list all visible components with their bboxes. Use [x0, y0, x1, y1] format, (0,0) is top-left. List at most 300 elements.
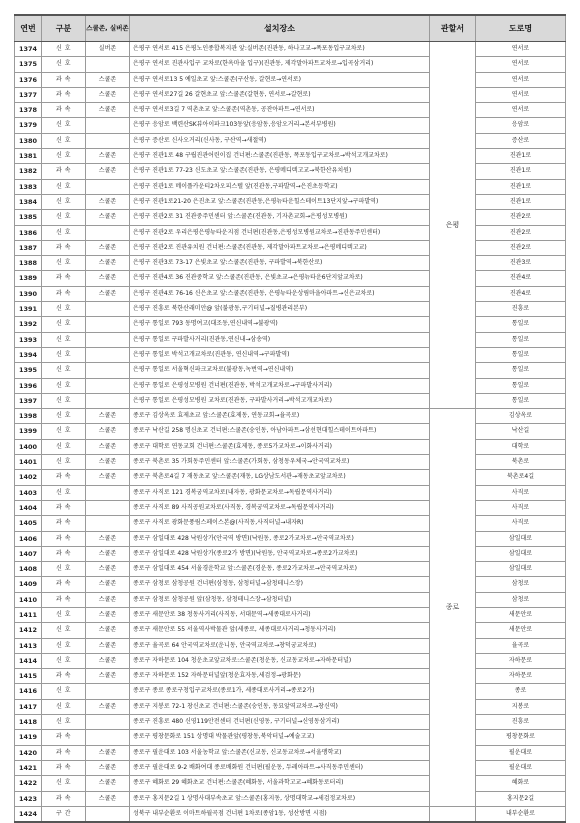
row-number: 1388 [15, 256, 42, 271]
road-name: 진관1로 [476, 179, 566, 194]
table-row [15, 332, 566, 347]
enforcement-type: 신 호 [42, 179, 86, 194]
row-number: 1418 [15, 715, 42, 730]
install-location: 은평구 진관1로 77-23 신도초교 앞:스쿨존(진관동, 은평메디텍고교→북한산유치원) [130, 164, 430, 179]
install-location: 종로구 사직로 89 사직공원교차로(사직동, 경복궁역교차로→독립문역사거리) [130, 500, 430, 515]
install-location: 은평구 진관1로 메이플카운티2차오피스텔 앞(진관동,구파발역→은진초등학교) [130, 179, 430, 194]
enforcement-type: 신 호 [42, 256, 86, 271]
road-name: 진관4로 [476, 286, 566, 301]
zone-type: 스쿨존 [86, 531, 130, 546]
row-number: 1381 [15, 149, 42, 164]
row-number: 1417 [15, 699, 42, 714]
zone-type [86, 393, 130, 408]
install-location: 은평구 진관2로 우리은평은평뉴타운지점 건너편(진관동,은평성모병원교차로→진관동주민센터) [130, 225, 430, 240]
enforcement-type: 신 호 [42, 42, 86, 57]
enforcement-type: 과 속 [42, 577, 86, 592]
enforcement-type: 과 속 [42, 500, 86, 515]
road-name: 사직로 [476, 485, 566, 500]
road-name: 증산로 [476, 133, 566, 148]
table-row [15, 302, 566, 317]
enforcement-type: 신 호 [42, 133, 86, 148]
install-location: 종로구 홍지문2길 1 상명사대부속초교 앞:스쿨존(홍지동, 상명대학교→세검정교차로) [130, 791, 430, 806]
zone-type [86, 684, 130, 699]
enforcement-type: 신 호 [42, 439, 86, 454]
header-agency: 관할서 [430, 15, 476, 42]
zone-type: 스쿨존 [86, 638, 130, 653]
table-body [15, 42, 566, 823]
table-row [15, 164, 566, 179]
row-number: 1391 [15, 302, 42, 317]
zone-type: 스쿨존 [86, 699, 130, 714]
road-name: 연서로 [476, 87, 566, 102]
install-location: 은평구 진관1로21-20 은진초교 앞:스쿨존(진관동,은평뉴타운힐스테이트13단지앞→구파발역) [130, 194, 430, 209]
install-location: 종로구 북촌로 35 가회동주민센터 앞:스쿨존(가회동, 삼청동우체국→안국역교차로) [130, 455, 430, 470]
table-row [15, 271, 566, 286]
row-number: 1416 [15, 684, 42, 699]
row-number: 1396 [15, 378, 42, 393]
table-row [15, 317, 566, 332]
enforcement-type: 과 속 [42, 271, 86, 286]
enforcement-type: 과 속 [42, 791, 86, 806]
enforcement-type: 신 호 [42, 332, 86, 347]
header-road: 도로명 [476, 15, 566, 42]
zone-type: 스쿨존 [86, 546, 130, 561]
enforcement-type: 신 호 [42, 776, 86, 791]
install-location: 종로구 새문안로 55 서울역사박물관 앞(세종로, 세종대로사거리→청동사거리) [130, 623, 430, 638]
road-name: 종로 [476, 684, 566, 699]
zone-type [86, 363, 130, 378]
enforcement-type: 과 속 [42, 103, 86, 118]
enforcement-type: 신 호 [42, 149, 86, 164]
table-row [15, 133, 566, 148]
table-row [15, 470, 566, 485]
road-name: 삼일대로 [476, 562, 566, 577]
row-number: 1380 [15, 133, 42, 148]
row-number: 1382 [15, 164, 42, 179]
table-row [15, 424, 566, 439]
road-name: 대학로 [476, 439, 566, 454]
zone-type: 스쿨존 [86, 210, 130, 225]
table-row [15, 653, 566, 668]
road-name: 연서로 [476, 42, 566, 57]
row-number: 1378 [15, 103, 42, 118]
zone-type: 스쿨존 [86, 439, 130, 454]
table-row [15, 760, 566, 775]
enforcement-type: 구 간 [42, 806, 86, 822]
table-row [15, 577, 566, 592]
row-number: 1375 [15, 57, 42, 72]
zone-type [86, 317, 130, 332]
enforcement-camera-table [14, 14, 566, 823]
table-row [15, 439, 566, 454]
road-name: 새문안로 [476, 607, 566, 622]
enforcement-type: 신 호 [42, 57, 86, 72]
table-row [15, 256, 566, 271]
enforcement-type: 신 호 [42, 317, 86, 332]
row-number: 1389 [15, 271, 42, 286]
road-name: 통일로 [476, 363, 566, 378]
table-row [15, 485, 566, 500]
install-location: 종로구 필운대로 9-2 배화여대 종로배화원 건너편(필운동, 두레아파트→사직동주민센터) [130, 760, 430, 775]
table-row [15, 225, 566, 240]
install-location: 은평구 통일로 은평성모병원 건너편(진관동, 박석고개교차로→구파발사거리) [130, 378, 430, 393]
enforcement-type: 신 호 [42, 699, 86, 714]
enforcement-type: 신 호 [42, 409, 86, 424]
road-name: 낙산길 [476, 424, 566, 439]
enforcement-type: 신 호 [42, 638, 86, 653]
zone-type: 스쿨존 [86, 72, 130, 87]
row-number: 1419 [15, 730, 42, 745]
row-number: 1383 [15, 179, 42, 194]
road-name: 지봉로 [476, 699, 566, 714]
install-location: 종로구 지봉로 72-1 창신초교 건너편:스쿨존(숭인동, 동묘앞역교차로→창신역) [130, 699, 430, 714]
zone-type: 스쿨존 [86, 409, 130, 424]
row-number: 1409 [15, 577, 42, 592]
road-name: 홍지문2길 [476, 791, 566, 806]
enforcement-type: 신 호 [42, 623, 86, 638]
enforcement-type: 신 호 [42, 715, 86, 730]
enforcement-type: 과 속 [42, 592, 86, 607]
zone-type: 스쿨존 [86, 791, 130, 806]
table-row [15, 393, 566, 408]
zone-type: 스쿨존 [86, 776, 130, 791]
zone-type [86, 806, 130, 822]
row-number: 1384 [15, 194, 42, 209]
row-number: 1377 [15, 87, 42, 102]
road-name: 진관2로 [476, 240, 566, 255]
row-number: 1420 [15, 745, 42, 760]
row-number: 1399 [15, 424, 42, 439]
table-row [15, 455, 566, 470]
install-location: 은평구 증산로 신사오거리(신사동, 구산역→새절역) [130, 133, 430, 148]
install-location: 종로구 북촌로4길 7 재동초교 앞:스쿨존(재동, LG상남도서관→재동초교앞교차로) [130, 470, 430, 485]
road-name: 통일로 [476, 332, 566, 347]
install-location: 은평구 연서로27길 26 갈현초교 앞:스쿨존(갈현동, 연서로→갈현로) [130, 87, 430, 102]
table-row [15, 516, 566, 531]
install-location: 종로구 진흥로 480 신영119안전센터 건너편(신영동, 구기터널→신영동삼거리) [130, 715, 430, 730]
table-row [15, 699, 566, 714]
table-row [15, 72, 566, 87]
install-location: 종로구 새문안로 38 청동사거리(사직동, 서대문역→세종대로사거리) [130, 607, 430, 622]
enforcement-type: 신 호 [42, 347, 86, 362]
install-location: 종로구 삼일대로 454 서울경운학교 앞:스쿨존(경운동, 종로2가교차로→안국역교차로) [130, 562, 430, 577]
enforcement-type: 과 속 [42, 240, 86, 255]
zone-type: 스쿨존 [86, 623, 130, 638]
table-row [15, 118, 566, 133]
header-location: 설치장소 [130, 15, 430, 42]
road-name: 삼청로 [476, 577, 566, 592]
table-row [15, 806, 566, 822]
road-name: 삼청로 [476, 592, 566, 607]
table-row [15, 240, 566, 255]
row-number: 1394 [15, 347, 42, 362]
table-row [15, 745, 566, 760]
zone-type: 스쿨존 [86, 745, 130, 760]
install-location: 종로구 평창문화로 151 상명대 박물관앞(평창동,북악터널→예술고교) [130, 730, 430, 745]
row-number: 1402 [15, 470, 42, 485]
install-location: 종로구 대학로 연동교회 건너편:스쿨존(효제동, 종로5가교차로→이화사거리) [130, 439, 430, 454]
enforcement-type: 과 속 [42, 745, 86, 760]
row-number: 1387 [15, 240, 42, 255]
row-number: 1386 [15, 225, 42, 240]
road-name: 자하문로 [476, 653, 566, 668]
row-number: 1412 [15, 623, 42, 638]
install-location: 은평구 통일로 은평성모병원 교차로(진관동, 구파발사거리→박석고개교차로) [130, 393, 430, 408]
install-location: 은평구 진관4로 36 진관중학교 앞:스쿨존(진관동, 은빛초교→은평뉴타운6단지앞교차로) [130, 271, 430, 286]
install-location: 은평구 통일로 793 동명여고(대조동,연신내역→불광역) [130, 317, 430, 332]
enforcement-type: 신 호 [42, 118, 86, 133]
install-location: 종로구 사직로 광화문풍림스페이스본@(사직동,사직터널→내자R) [130, 516, 430, 531]
zone-type: 스쿨존 [86, 607, 130, 622]
road-name: 김상옥로 [476, 409, 566, 424]
enforcement-type: 신 호 [42, 210, 86, 225]
enforcement-type: 신 호 [42, 302, 86, 317]
road-name: 자하문로 [476, 669, 566, 684]
install-location: 종로구 종로 종로구청입구교차로(종로1가, 세종대로사거리→종로2가) [130, 684, 430, 699]
table-row [15, 42, 566, 57]
enforcement-type: 과 속 [42, 72, 86, 87]
table-header [15, 15, 566, 42]
install-location: 은평구 연서로13 5 예일초교 앞:스쿨존(구산동, 갈현로→연서로) [130, 72, 430, 87]
zone-type: 스쿨존 [86, 87, 130, 102]
enforcement-type: 신 호 [42, 653, 86, 668]
road-name: 진관1로 [476, 164, 566, 179]
row-number: 1376 [15, 72, 42, 87]
road-name: 사직로 [476, 516, 566, 531]
road-name: 진관2로 [476, 225, 566, 240]
road-name: 율곡로 [476, 638, 566, 653]
road-name: 연서로 [476, 72, 566, 87]
enforcement-type: 과 속 [42, 286, 86, 301]
zone-type [86, 57, 130, 72]
row-number: 1415 [15, 669, 42, 684]
table-row [15, 546, 566, 561]
zone-type [86, 133, 130, 148]
install-location: 은평구 응암로 백련산SK뷰아이파크103동앞(응암동,응암오거리→본서부병원) [130, 118, 430, 133]
enforcement-type: 신 호 [42, 393, 86, 408]
row-number: 1408 [15, 562, 42, 577]
row-number: 1414 [15, 653, 42, 668]
install-location: 종로구 삼일대로 428 낙원상가(안국역 방면)(낙원동, 종로2가교차로→안국역교차로) [130, 531, 430, 546]
install-location: 종로구 율곡로 64 안국역교차로(운니동, 안국역교차로→창덕궁교차로) [130, 638, 430, 653]
agency-cell: 은평 [430, 42, 476, 409]
enforcement-type: 신 호 [42, 562, 86, 577]
road-name: 사직로 [476, 500, 566, 515]
enforcement-type: 신 호 [42, 194, 86, 209]
zone-type [86, 179, 130, 194]
road-name: 내부순환로 [476, 806, 566, 822]
install-location: 은평구 진관2로 31 진관중주민센터 앞:스쿨존(진관동, 기자촌교회→은평성모병원) [130, 210, 430, 225]
road-name: 삼일대로 [476, 546, 566, 561]
road-name: 통일로 [476, 317, 566, 332]
table-row [15, 776, 566, 791]
install-location: 은평구 통일로 박석고개교차로(진관동, 연신내역→구파발역) [130, 347, 430, 362]
row-number: 1406 [15, 531, 42, 546]
install-location: 종로구 혜화로 29 혜화초교 건너편:스쿨존(혜화동, 서울과학고교→혜화동로터리) [130, 776, 430, 791]
row-number: 1407 [15, 546, 42, 561]
row-number: 1404 [15, 500, 42, 515]
road-name: 통일로 [476, 378, 566, 393]
zone-type: 스쿨존 [86, 424, 130, 439]
road-name: 진흥로 [476, 302, 566, 317]
row-number: 1403 [15, 485, 42, 500]
zone-type: 스쿨존 [86, 194, 130, 209]
install-location: 종로구 삼청로 삼청공원 건너편(삼청동, 삼청터널→삼청테니스장) [130, 577, 430, 592]
row-number: 1424 [15, 806, 42, 822]
header-zone: 스쿨존, 실버존 [86, 15, 130, 42]
table-row [15, 179, 566, 194]
enforcement-type: 신 호 [42, 607, 86, 622]
zone-type: 스쿨존 [86, 653, 130, 668]
install-location: 종로구 낙산길 258 명신초교 건너편:스쿨존(숭인동, 아남아파트→삼선현대힐스테이트아파트) [130, 424, 430, 439]
install-location: 종로구 자하문로 104 청운초교앞교차로:스쿨존(청운동, 신교동교차로→자하문터널) [130, 653, 430, 668]
table-row [15, 684, 566, 699]
header-num: 연번 [15, 15, 42, 42]
zone-type: 스쿨존 [86, 760, 130, 775]
table-row [15, 592, 566, 607]
table-row [15, 623, 566, 638]
zone-type [86, 715, 130, 730]
row-number: 1400 [15, 439, 42, 454]
enforcement-type: 신 호 [42, 378, 86, 393]
road-name: 삼일대로 [476, 531, 566, 546]
table-row [15, 347, 566, 362]
row-number: 1413 [15, 638, 42, 653]
zone-type: 스쿨존 [86, 256, 130, 271]
install-location: 종로구 삼청로 삼청공원 앞(삼청동, 삼청테니스장→삼청터널) [130, 592, 430, 607]
header-type: 구분 [42, 15, 86, 42]
row-number: 1390 [15, 286, 42, 301]
row-number: 1398 [15, 409, 42, 424]
enforcement-type: 신 호 [42, 225, 86, 240]
install-location: 은평구 진관1로 48 구립진관어린이집 건너편:스쿨존(진관동, 폭포동입구교차로→박석고개교차로) [130, 149, 430, 164]
table-row [15, 363, 566, 378]
enforcement-type: 과 속 [42, 87, 86, 102]
install-location: 은평구 통일로 구파발사거리(진관동,연신내→삼송역) [130, 332, 430, 347]
table-row [15, 500, 566, 515]
zone-type [86, 516, 130, 531]
zone-type [86, 332, 130, 347]
table-row [15, 730, 566, 745]
table-row [15, 607, 566, 622]
zone-type: 스쿨존 [86, 455, 130, 470]
enforcement-type: 과 속 [42, 546, 86, 561]
install-location: 은평구 연서로 415 은평노인종합복지관 앞:실버존(진관동, 하나고교→폭포동입구교차로) [130, 42, 430, 57]
table-row [15, 286, 566, 301]
zone-type: 스쿨존 [86, 562, 130, 577]
zone-type: 실버존 [86, 42, 130, 57]
zone-type [86, 347, 130, 362]
row-number: 1379 [15, 118, 42, 133]
row-number: 1422 [15, 776, 42, 791]
table-row [15, 715, 566, 730]
road-name: 진관4로 [476, 271, 566, 286]
install-location: 종로구 사직로 121 경복궁역교차로(내자동, 광화문교차로→독립문역사거리) [130, 485, 430, 500]
table-row [15, 638, 566, 653]
enforcement-type: 과 속 [42, 470, 86, 485]
row-number: 1392 [15, 317, 42, 332]
road-name: 필운대로 [476, 745, 566, 760]
road-name: 새문안로 [476, 623, 566, 638]
road-name: 진관2로 [476, 210, 566, 225]
row-number: 1374 [15, 42, 42, 57]
enforcement-type: 신 호 [42, 424, 86, 439]
road-name: 진흥로 [476, 715, 566, 730]
table-row [15, 210, 566, 225]
table-row [15, 409, 566, 424]
table-row [15, 103, 566, 118]
zone-type: 스쿨존 [86, 164, 130, 179]
enforcement-type: 신 호 [42, 684, 86, 699]
road-name: 혜화로 [476, 776, 566, 791]
road-name: 북촌로4길 [476, 470, 566, 485]
row-number: 1421 [15, 760, 42, 775]
row-number: 1410 [15, 592, 42, 607]
row-number: 1423 [15, 791, 42, 806]
enforcement-type: 과 속 [42, 164, 86, 179]
row-number: 1411 [15, 607, 42, 622]
zone-type: 스쿨존 [86, 577, 130, 592]
table-row [15, 149, 566, 164]
install-location: 성북구 내부순환로 이마트하월곡점 건너편 1차로(종암1동, 성산방면 시점) [130, 806, 430, 822]
road-name: 연서로 [476, 57, 566, 72]
zone-type [86, 302, 130, 317]
table-row [15, 194, 566, 209]
install-location: 종로구 김상옥로 효제초교 앞:스쿨존(효제동, 연동교회→율곡로) [130, 409, 430, 424]
install-location: 종로구 필운대로 103 서울농학교 앞:스쿨존(신교동, 신교동교차로→서울맹학교) [130, 745, 430, 760]
table-row [15, 562, 566, 577]
row-number: 1405 [15, 516, 42, 531]
zone-type [86, 485, 130, 500]
zone-type [86, 500, 130, 515]
zone-type: 스쿨존 [86, 271, 130, 286]
install-location: 종로구 삼일대로 428 낙원상가(종로2가 방면)(낙원동, 안국역교차로→종로2가교차로) [130, 546, 430, 561]
enforcement-type: 과 속 [42, 531, 86, 546]
install-location: 은평구 진흥로 북한산래미안@ 앞(불광동,구기터널→질병관리본부) [130, 302, 430, 317]
enforcement-type: 과 속 [42, 760, 86, 775]
table-row [15, 57, 566, 72]
row-number: 1385 [15, 210, 42, 225]
zone-type: 스쿨존 [86, 240, 130, 255]
zone-type: 스쿨존 [86, 149, 130, 164]
zone-type: 스쿨존 [86, 286, 130, 301]
road-name: 진관1로 [476, 194, 566, 209]
table-row [15, 531, 566, 546]
table-row [15, 378, 566, 393]
road-name: 연서로 [476, 103, 566, 118]
row-number: 1393 [15, 332, 42, 347]
agency-cell-empty [430, 806, 476, 822]
road-name: 평창문화로 [476, 730, 566, 745]
road-name: 응암로 [476, 118, 566, 133]
zone-type: 스쿨존 [86, 103, 130, 118]
enforcement-type: 신 호 [42, 455, 86, 470]
zone-type: 스쿨존 [86, 470, 130, 485]
road-name: 필운대로 [476, 760, 566, 775]
zone-type [86, 730, 130, 745]
install-location: 은평구 진관2로 진관유치원 건너편:스쿨존(진관동, 제각말아파트교차로→은평메디텍고교) [130, 240, 430, 255]
enforcement-type: 과 속 [42, 730, 86, 745]
row-number: 1397 [15, 393, 42, 408]
table-row [15, 791, 566, 806]
enforcement-type: 신 호 [42, 485, 86, 500]
install-location: 은평구 진관4로 76-16 신은초교 앞:스쿨존(진관동, 은평뉴타운상림마을아파트→신은교차로) [130, 286, 430, 301]
row-number: 1401 [15, 455, 42, 470]
zone-type: 스쿨존 [86, 669, 130, 684]
zone-type [86, 225, 130, 240]
zone-type: 스쿨존 [86, 592, 130, 607]
agency-cell: 종로 [430, 409, 476, 807]
